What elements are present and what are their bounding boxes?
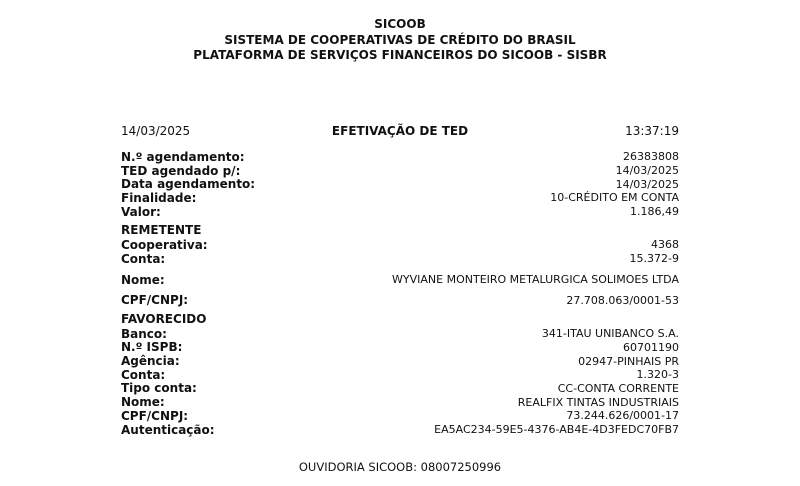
remetente-conta-row xyxy=(121,252,679,266)
detail-value: 10-CRÉDITO EM CONTA xyxy=(550,191,679,205)
remetente-cooperativa-row xyxy=(121,238,679,252)
remetente-conta-label: Conta: xyxy=(121,251,166,266)
favorecido-autenticacao-row xyxy=(121,423,679,437)
favorecido-ispb-value: 60701190 xyxy=(623,340,679,354)
favorecido-conta-label: Conta: xyxy=(121,367,166,382)
remetente-nome-label: Nome: xyxy=(121,272,165,287)
detail-label: Valor: xyxy=(121,204,161,219)
favorecido-nome-label: Nome: xyxy=(121,395,165,410)
remetente-nome-value: WYVIANE MONTEIRO METALURGICA SOLIMOES LTDA xyxy=(392,272,679,286)
detail-row-ted-agendado xyxy=(121,164,679,178)
receipt-title: EFETIVAÇÃO DE TED xyxy=(331,124,469,138)
favorecido-tipo-label: Tipo conta: xyxy=(121,381,197,396)
detail-label: Finalidade: xyxy=(121,190,197,205)
favorecido-banco-row xyxy=(121,327,679,341)
detail-row-agendamento xyxy=(121,150,679,164)
receipt-time: 13:37:19 xyxy=(625,124,679,138)
favorecido-ispb-label: N.º ISPB: xyxy=(121,340,183,355)
detail-row-data-agendamento xyxy=(121,177,679,191)
remetente-cpf-label: CPF/CNPJ: xyxy=(121,293,189,308)
receipt-date: 14/03/2025 xyxy=(121,124,191,138)
favorecido-cpf-row xyxy=(121,409,679,423)
favorecido-cpf-label: CPF/CNPJ: xyxy=(121,408,189,423)
detail-row-finalidade xyxy=(121,191,679,205)
favorecido-banco-label: Banco: xyxy=(121,326,167,341)
header-system-name: SISTEMA DE COOPERATIVAS DE CRÉDITO DO BRASIL xyxy=(224,32,576,47)
favorecido-autenticacao-label: Autenticação: xyxy=(121,422,215,437)
detail-row-valor xyxy=(121,205,679,219)
favorecido-conta-value: 1.320-3 xyxy=(636,368,679,382)
remetente-conta-value: 15.372-9 xyxy=(629,252,679,266)
favorecido-agencia-label: Agência: xyxy=(121,354,180,369)
receipt-topline xyxy=(121,124,679,140)
remetente-cooperativa-value: 4368 xyxy=(651,238,679,252)
detail-label: Data agendamento: xyxy=(121,177,256,192)
favorecido-cpf-value: 73.244.626/0001-17 xyxy=(566,409,679,423)
remetente-cpf-value: 27.708.063/0001-53 xyxy=(566,293,679,307)
remetente-cooperativa-label: Cooperativa: xyxy=(121,237,208,252)
detail-value: 14/03/2025 xyxy=(615,164,679,178)
remetente-nome-row xyxy=(121,266,679,294)
remetente-cpf-row xyxy=(121,294,679,308)
favorecido-nome-value: REALFIX TINTAS INDUSTRIAIS xyxy=(517,395,679,409)
remetente-heading: REMETENTE xyxy=(121,223,202,238)
favorecido-banco-value: 341-ITAU UNIBANCO S.A. xyxy=(541,327,679,341)
favorecido-tipo-value: CC-CONTA CORRENTE xyxy=(557,381,679,395)
favorecido-agencia-value: 02947-PINHAIS PR xyxy=(578,354,679,368)
favorecido-heading: FAVORECIDO xyxy=(121,312,207,327)
header-sicoob: SICOOB xyxy=(374,17,426,31)
favorecido-conta-row xyxy=(121,368,679,382)
detail-value: 1.186,49 xyxy=(630,205,679,219)
favorecido-nome-row xyxy=(121,395,679,409)
detail-value: 26383808 xyxy=(623,150,679,164)
favorecido-agencia-row xyxy=(121,354,679,368)
header-platform-name: PLATAFORMA DE SERVIÇOS FINANCEIROS DO SICOOB - SISBR xyxy=(193,48,607,62)
favorecido-ispb-row xyxy=(121,341,679,355)
detail-label: TED agendado p/: xyxy=(121,163,241,178)
receipt-body xyxy=(121,150,679,436)
ouvidoria-footer: OUVIDORIA SICOOB: 08007250996 xyxy=(298,460,502,474)
favorecido-autenticacao-value: EA5AC234-59E5-4376-AB4E-4D3FEDC70FB7 xyxy=(434,423,679,437)
receipt-header xyxy=(0,17,800,64)
detail-label: N.º agendamento: xyxy=(121,149,245,164)
favorecido-tipo-row xyxy=(121,382,679,396)
detail-value: 14/03/2025 xyxy=(615,177,679,191)
